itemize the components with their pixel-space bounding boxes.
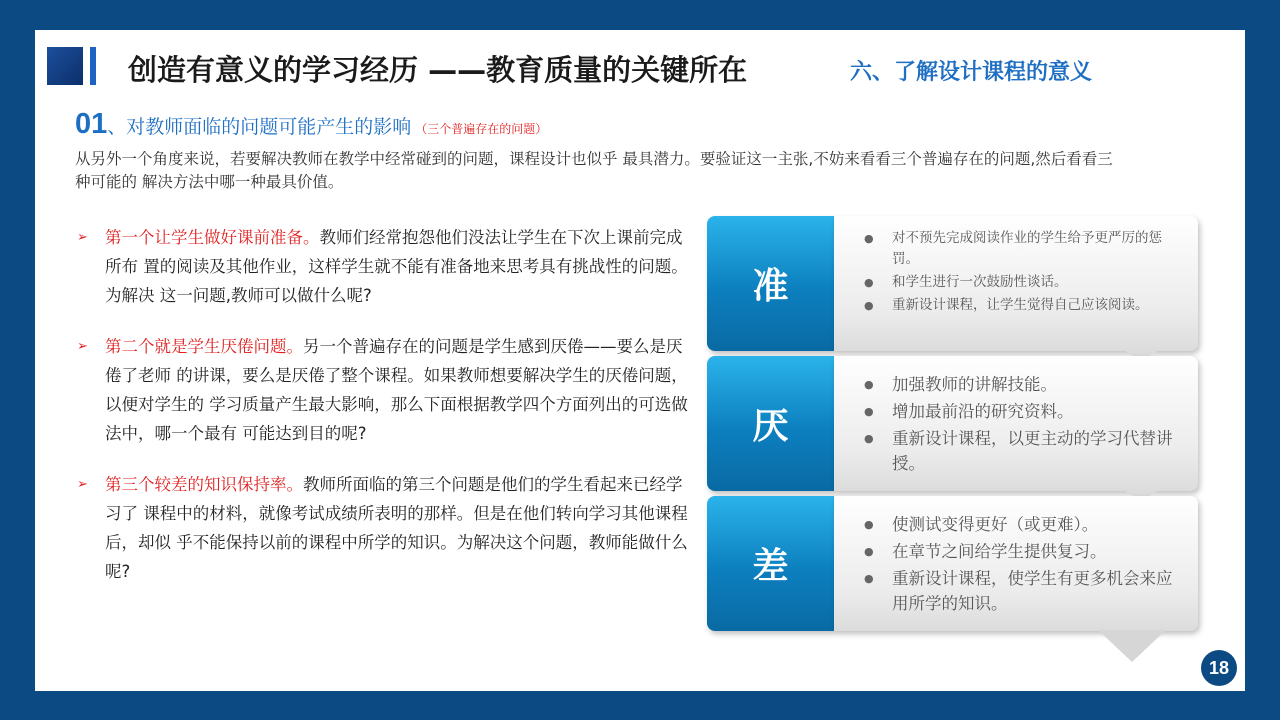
card-label: 准 xyxy=(752,266,789,307)
card-option: ● 对不预先完成阅读作业的学生给予更严厉的惩罚。 xyxy=(864,228,1178,270)
page-number: 18 xyxy=(1201,650,1237,686)
solution-card-prepare xyxy=(707,216,1198,351)
intro-paragraph: 从另外一个角度来说，若要解决教师在教学中经常碰到的问题，课程设计也似乎 最具潜力。要验证这一主张,不妨来看看三个普遍存在的问题,然后看看三种可能的 解决方法中哪一种最具价值。 xyxy=(75,150,1113,191)
card-option: ● 使测试变得更好（或更难）。 xyxy=(864,512,1178,537)
title-decor-square xyxy=(47,47,83,85)
card-options xyxy=(834,496,1198,631)
card-option: ● 在章节之间给学生提供复习。 xyxy=(864,539,1178,564)
problem-list xyxy=(77,223,697,608)
problem-highlight: 第二个就是学生厌倦问题。 xyxy=(105,337,303,356)
card-label-box xyxy=(707,356,834,491)
card-option: ● 重新设计课程，让学生觉得自己应该阅读。 xyxy=(864,295,1178,316)
slide-subtitle: 六、了解设计课程的意义 xyxy=(850,60,1093,85)
solution-card-boredom xyxy=(707,356,1198,491)
title-decor-bar xyxy=(90,47,96,85)
card-option: ● 加强教师的讲解技能。 xyxy=(864,372,1178,397)
section-note: （三个普遍存在的问题） xyxy=(415,122,548,136)
card-label: 厌 xyxy=(752,406,789,447)
problem-highlight: 第三个较差的知识保持率。 xyxy=(105,475,303,494)
section-heading xyxy=(75,108,547,141)
section-number: 01 xyxy=(75,108,108,140)
problem-text: 另一个普遍存在的问题是学生感到厌倦——要么是厌倦了老师 的讲课，要么是厌倦了整个课程。如果教师想要解决学生的厌倦问题，以便对学生的 学习质量产生最大影响，那么下面根据教学四个方面列出的可选做法中，哪一个最有 可能达到目的呢? xyxy=(105,337,688,443)
card-option: ● 重新设计课程，使学生有更多机会来应用所学的知识。 xyxy=(864,566,1178,616)
card-option: ● 增加最前沿的研究资料。 xyxy=(864,399,1178,424)
problem-item xyxy=(77,332,697,448)
problem-text: 教师们经常抱怨他们没法让学生在下次上课前完成所布 置的阅读及其他作业，这样学生就不能有准备地来思考具有挑战性的问题。为解决 这一问题,教师可以做什么呢? xyxy=(105,228,688,305)
card-label-box xyxy=(707,496,834,631)
slide xyxy=(35,30,1245,691)
card-label: 差 xyxy=(752,546,789,587)
problem-highlight: 第一个让学生做好课前准备。 xyxy=(105,228,320,247)
arrow-bullet-icon: ➢ xyxy=(77,230,88,245)
problem-item xyxy=(77,223,697,310)
problem-item xyxy=(77,470,697,586)
callout-tail xyxy=(1098,630,1166,662)
card-options xyxy=(834,216,1198,351)
section-title: 、对教师面临的问题可能产生的影响 xyxy=(107,116,412,138)
arrow-bullet-icon: ➢ xyxy=(77,339,88,354)
slide-title: 创造有意义的学习经历 ——教育质量的关键所在 xyxy=(128,53,748,87)
card-option: ● 和学生进行一次鼓励性谈话。 xyxy=(864,272,1178,293)
card-options xyxy=(834,356,1198,491)
card-option: ● 重新设计课程，以更主动的学习代替讲授。 xyxy=(864,426,1178,476)
arrow-bullet-icon: ➢ xyxy=(77,477,88,492)
card-label-box xyxy=(707,216,834,351)
problem-text: 教师所面临的第三个问题是他们的学生看起来已经学习了 课程中的材料，就像考试成绩所表明的那样。但是在他们转向学习其他课程后，却似 乎不能保持以前的课程中所学的知识。为解决这个问题，教师能做什么呢? xyxy=(105,475,688,581)
solution-card-retention xyxy=(707,496,1198,631)
